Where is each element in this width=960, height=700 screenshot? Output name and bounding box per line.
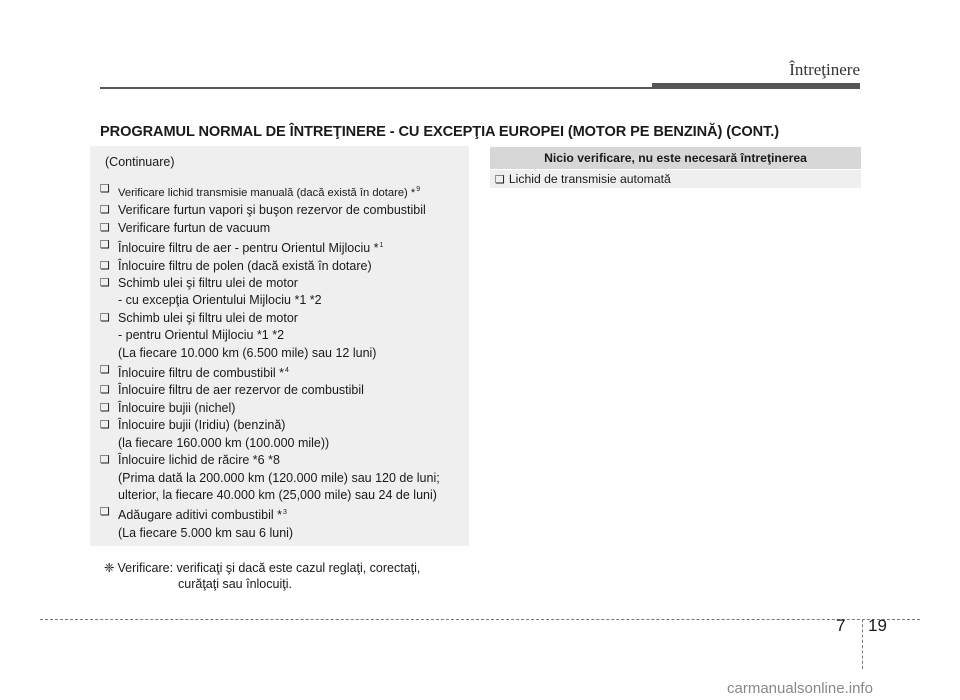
checkbox-icon: ❑ xyxy=(100,364,110,377)
chapter-number: 7 xyxy=(836,616,846,635)
continue-label: (Continuare) xyxy=(105,155,175,169)
note-symbol-icon: ❈ xyxy=(104,561,115,575)
checkbox-icon: ❑ xyxy=(100,204,110,217)
checkbox-icon: ❑ xyxy=(100,506,110,519)
checkbox-icon: ❑ xyxy=(100,311,110,324)
footer-divider xyxy=(862,619,863,669)
list-item: ❑ Lichid de transmisie automată xyxy=(490,170,861,188)
list-item: ❑ Verificare furtun vapori şi buşon rezervor de combustibil xyxy=(100,202,470,219)
list-item: ❑ Adăugare aditivi combustibil *$^3$ (La fiecare 5.000 km sau 6 luni) xyxy=(100,506,294,540)
checkbox-icon: ❑ xyxy=(100,259,110,272)
no-check-header: Nicio verificare, nu este necesară întreţinerea xyxy=(490,147,861,169)
list-item: ❑ Înlocuire filtru de polen (dacă există în dotare) xyxy=(100,258,470,275)
checkbox-icon: ❑ xyxy=(100,277,110,290)
page-number: 19 xyxy=(868,616,887,635)
list-item: ❑ Verificare lichid transmisie manuală (dacă există în dotare) *$^9$ xyxy=(100,183,421,199)
checkbox-icon: ❑ xyxy=(100,239,110,252)
checkbox-icon: ❑ xyxy=(100,419,110,432)
list-item: ❑ Înlocuire bujii (Iridiu) (benzină) (la fiecare 160.000 km (100.000 mile)) xyxy=(100,418,330,450)
checkbox-icon: ❑ xyxy=(100,401,110,414)
list-item: ❑ Înlocuire filtru de aer rezervor de combustibil xyxy=(100,382,470,399)
watermark: carmanualsonline.info xyxy=(727,680,873,697)
list-item: ❑ Înlocuire filtru de aer - pentru Orientul Mijlociu *$^1$ xyxy=(100,239,384,256)
list-item: ❑ Înlocuire bujii (nichel) xyxy=(100,400,470,417)
section-title: Întreţinere xyxy=(789,60,860,79)
list-item: ❑ Verificare furtun de vacuum xyxy=(100,220,470,237)
checkbox-icon: ❑ xyxy=(100,454,110,467)
page-title: PROGRAMUL NORMAL DE ÎNTREŢINERE - CU EXCEPŢIA EUROPEI (MOTOR PE BENZINĂ) (CONT.) xyxy=(100,124,780,140)
checkbox-icon: ❑ xyxy=(100,221,110,234)
header-rule-accent xyxy=(652,83,860,89)
checkbox-icon: ❑ xyxy=(100,183,110,195)
list-item: ❑ Înlocuire filtru de combustibil *$^4$ xyxy=(100,364,289,381)
header-rule xyxy=(100,87,652,89)
maintenance-checklist xyxy=(100,181,470,542)
checkbox-icon: ❑ xyxy=(100,384,110,397)
checkbox-icon: ❑ xyxy=(495,174,505,186)
list-item: ❑ Înlocuire lichid de răcire *6 *8 (Prima dată la 200.000 km (120.000 mile) sau 120 de luni; ulterior, la fiecare 40.000 km (25,000 mile) sau 24 de luni) xyxy=(100,453,440,502)
list-item: ❑ Schimb ulei şi filtru ulei de motor - pentru Orientul Mijlociu *1 *2 (La fiecare 10.000 km (6.500 mile) sau 12 luni) xyxy=(100,310,377,360)
list-item: ❑ Schimb ulei şi filtru ulei de motor - cu excepţia Orientului Mijlociu *1 *2 xyxy=(100,276,322,308)
footer-rule xyxy=(40,619,920,620)
verification-note: ❈ Verificare: verificaţi şi dacă este cazul reglaţi, corectaţi, curăţaţi sau înlocuiţi. xyxy=(104,561,421,591)
